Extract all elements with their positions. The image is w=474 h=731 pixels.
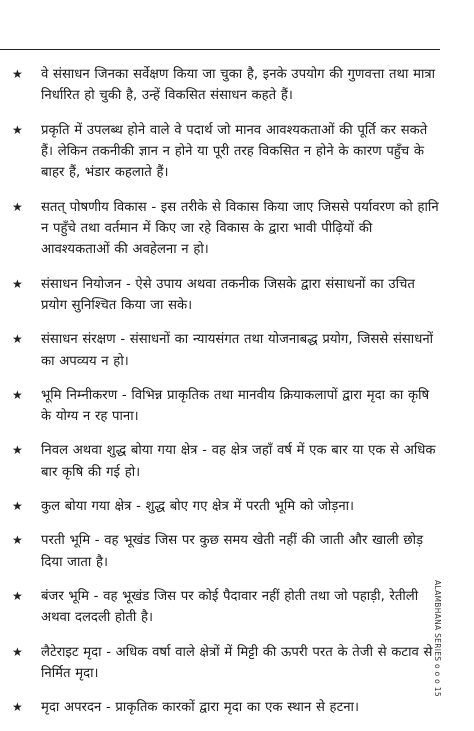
entry-text: मृदा अपरदन - प्राकृतिक कारकों द्वारा मृदा का एक स्थान से हटना। xyxy=(41,700,359,716)
star-bullet-icon: ★ xyxy=(12,443,23,458)
star-bullet-icon: ★ xyxy=(12,276,23,291)
star-bullet-icon: ★ xyxy=(12,533,23,548)
glossary-entry xyxy=(0,385,441,428)
glossary-entry xyxy=(0,586,441,629)
star-bullet-icon: ★ xyxy=(12,644,23,659)
glossary-list xyxy=(0,64,474,731)
entry-text: प्रकृति में उपलब्ध होने वाले वे पदार्थ जो मानव आवश्यकताओं की पूर्ति कर सकते हैं। लेकिन तकनीकी ज्ञान न होने या पूरी तरह विकसित न होने के कारण पहुँच के बाहर हैं, भंडार कहलाते हैं। xyxy=(41,122,428,181)
glossary-entry xyxy=(0,697,441,718)
star-bullet-icon: ★ xyxy=(12,588,23,603)
star-bullet-icon: ★ xyxy=(12,700,23,715)
star-bullet-icon: ★ xyxy=(12,199,23,214)
glossary-entry xyxy=(0,329,441,372)
entry-text: वे संसाधन जिनका सर्वेक्षण किया जा चुका है, इनके उपयोग की गुणवत्ता तथा मात्रा निर्धारित हो चुकी है, उन्हें विकसित संसाधन कहते हैं। xyxy=(41,67,436,104)
star-bullet-icon: ★ xyxy=(12,67,23,81)
glossary-entry xyxy=(0,274,441,317)
star-bullet-icon: ★ xyxy=(12,122,23,137)
glossary-entry xyxy=(0,64,441,107)
entry-text: संसाधन नियोजन - ऐसे उपाय अथवा तकनीक जिसके द्वारा संसाधनों का उचित प्रयोग सुनिश्चित किया जा सके। xyxy=(41,276,415,314)
glossary-entry xyxy=(0,120,441,184)
entry-text: बंजर भूमि - वह भूखंड जिस पर कोई पैदावार नहीं होती तथा जो पहाड़ी, रेतीली अथवा दलदली होती है। xyxy=(41,588,419,626)
glossary-entry xyxy=(0,530,441,573)
star-bullet-icon: ★ xyxy=(12,387,23,402)
entry-text: निवल अथवा शुद्ध बोया गया क्षेत्र - वह क्षेत्र जहाँ वर्ष में एक बार या एक से अधिक बार कृषि की गई हो। xyxy=(41,443,436,480)
entry-text: परती भूमि - वह भूखंड जिस पर कुछ समय खेती नहीं की जाती और खाली छोड़ दिया जाता है। xyxy=(41,533,424,570)
entry-text: भूमि निम्नीकरण - विभिन्न प्राकृतिक तथा मानवीय क्रियाकलापों द्वारा मृदा का कृषि के योग्य न रह पाना। xyxy=(41,387,430,425)
glossary-entry xyxy=(0,496,441,517)
side-caption: ALAMBHANA SERIES o o o 15 xyxy=(433,580,442,697)
top-rule xyxy=(0,49,440,50)
star-bullet-icon: ★ xyxy=(12,332,23,347)
star-bullet-icon: ★ xyxy=(12,499,23,514)
entry-text: सतत् पोषणीय विकास - इस तरीके से विकास किया जाए जिससे पर्यावरण को हानि न पहुँचे तथा वर्तमान में किए जा रहे विकास के द्वारा भावी पीढ़ियों की आवश्यकताओं की अवहेलना न हो। xyxy=(41,199,439,258)
glossary-entry xyxy=(0,440,441,483)
entry-text: लैटेराइट मृदा - अधिक वर्षा वाले क्षेत्रों में मिट्टी की ऊपरी परत के तेजी से कटाव से निर्मित मृदा। xyxy=(41,644,433,681)
glossary-entry xyxy=(0,197,441,261)
entry-text: संसाधन संरक्षण - संसाधनों का न्यायसंगत तथा योजनाबद्ध प्रयोग, जिससे संसाधनों का अपव्यय न हो। xyxy=(41,332,434,369)
entry-text: कुल बोया गया क्षेत्र - शुद्ध बोए गए क्षेत्र में परती भूमि को जोड़ना। xyxy=(41,499,355,515)
glossary-entry xyxy=(0,642,441,685)
